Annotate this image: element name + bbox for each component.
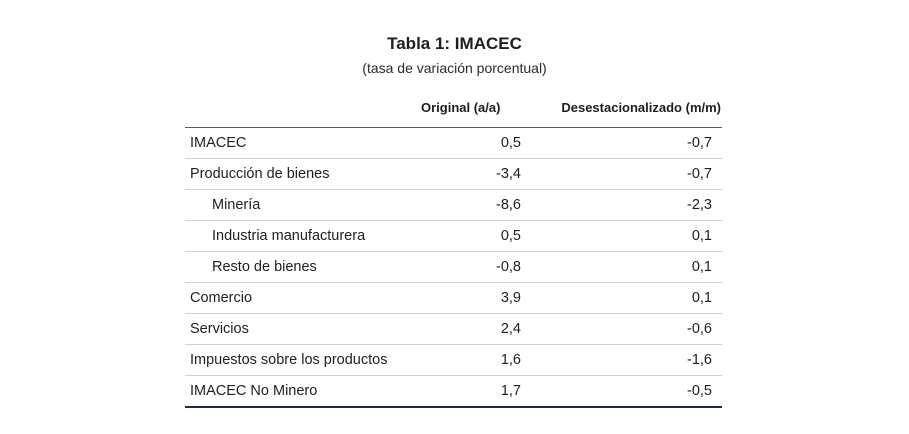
table-row <box>185 283 722 314</box>
cell-original: 3,9 <box>500 290 521 306</box>
table-row <box>185 128 722 159</box>
cell-desestacionalizado: -0,7 <box>687 135 712 151</box>
table-body <box>185 128 722 408</box>
cell-original: 0,5 <box>500 228 521 244</box>
table-row <box>185 345 722 376</box>
cell-original: -8,6 <box>496 197 521 213</box>
row-label: Producción de bienes <box>190 166 330 182</box>
table-row <box>185 190 722 221</box>
cell-original: -3,4 <box>496 166 521 182</box>
cell-desestacionalizado: -0,5 <box>687 383 712 399</box>
cell-original: 0,5 <box>500 135 521 151</box>
table-row <box>185 314 722 345</box>
cell-original: -0,8 <box>496 259 521 275</box>
cell-desestacionalizado: -0,6 <box>687 321 712 337</box>
column-header-desestacionalizado: Desestacionalizado (m/m) <box>561 100 721 115</box>
imacec-table <box>185 96 722 408</box>
table-header <box>185 96 722 128</box>
row-label: Resto de bienes <box>212 259 317 275</box>
table-title: Tabla 1: IMACEC <box>387 34 522 53</box>
cell-desestacionalizado: 0,1 <box>691 290 712 306</box>
cell-original: 1,7 <box>500 383 521 399</box>
row-label: Impuestos sobre los productos <box>190 352 388 368</box>
cell-desestacionalizado: -1,6 <box>687 352 712 368</box>
row-label: IMACEC <box>190 135 247 151</box>
table-subtitle: (tasa de variación porcentual) <box>362 60 547 76</box>
row-label: IMACEC No Minero <box>190 383 318 399</box>
table-row <box>185 252 722 283</box>
cell-desestacionalizado: -0,7 <box>687 166 712 182</box>
cell-desestacionalizado: 0,1 <box>691 259 712 275</box>
row-label: Minería <box>212 197 261 213</box>
column-header-original: Original (a/a) <box>421 100 501 115</box>
row-label: Comercio <box>190 290 253 306</box>
cell-desestacionalizado: -2,3 <box>687 197 712 213</box>
row-label: Industria manufacturera <box>212 228 366 244</box>
cell-desestacionalizado: 0,1 <box>691 228 712 244</box>
row-label: Servicios <box>190 321 249 337</box>
table-row <box>185 159 722 190</box>
table-row <box>185 376 722 408</box>
cell-original: 2,4 <box>500 321 521 337</box>
cell-original: 1,6 <box>500 352 521 368</box>
table-row <box>185 221 722 252</box>
